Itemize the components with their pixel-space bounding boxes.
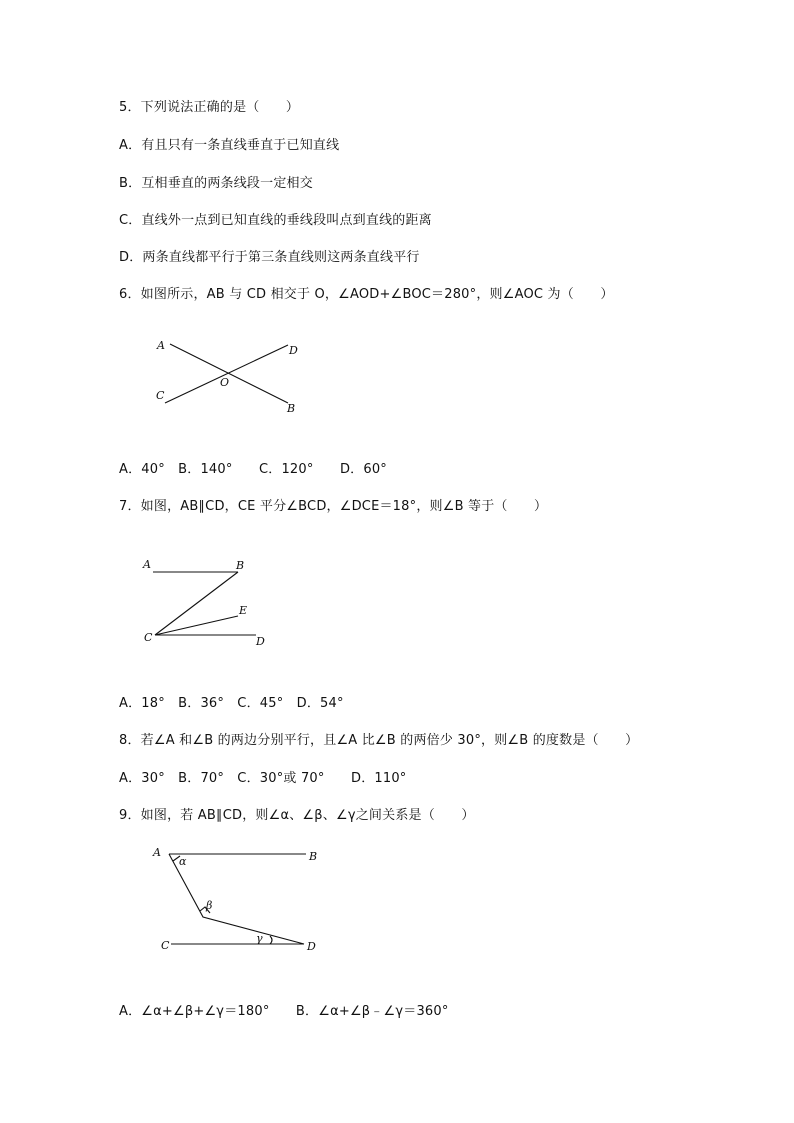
q7-label-c: C (144, 631, 153, 644)
q9-label-a: A (153, 846, 161, 859)
q6-options: A．40° B．140° C．120° D．60° (119, 462, 388, 477)
q9-label-b: B (309, 850, 318, 863)
q9-label-gamma: γ (256, 932, 263, 945)
q6-label-o: O (220, 376, 230, 389)
q9-label-alpha: α (179, 855, 187, 868)
q9-options: A．∠α+∠β+∠γ＝180° B．∠α+∠β﹣∠γ＝360° (119, 1004, 449, 1019)
q5-option-c: C．直线外一点到已知直线的垂线段叫点到直线的距离 (119, 213, 432, 228)
q7-figure (135, 555, 285, 655)
q7-label-d: D (256, 635, 265, 648)
q7-stem: 7．如图，AB∥CD，CE 平分∠BCD，∠DCE＝18°，则∠B 等于（ ） (119, 499, 548, 514)
q7-label-a: A (143, 558, 151, 571)
q9-label-beta: β (206, 899, 213, 912)
q5-option-b: B．互相垂直的两条线段一定相交 (119, 176, 313, 191)
q6-label-c: C (156, 389, 165, 402)
q7-label-e: E (239, 604, 248, 617)
q6-label-d: D (289, 344, 298, 357)
q7-options: A．18° B．36° C．45° D．54° (119, 696, 344, 711)
q9-broken-line (169, 854, 304, 944)
q9-label-c: C (161, 939, 170, 952)
q6-label-a: A (157, 339, 165, 352)
q6-label-b: B (287, 402, 296, 415)
q9-gamma-arc (270, 936, 272, 944)
q6-stem: 6．如图所示，AB 与 CD 相交于 O，∠AOD+∠BOC＝280°，则∠AOC 为（ ） (119, 287, 614, 302)
q9-stem: 9．如图，若 AB∥CD，则∠α、∠β、∠γ之间关系是（ ） (119, 808, 475, 823)
q5-stem: 5．下列说法正确的是（ ） (119, 100, 300, 115)
q5-option-d: D．两条直线都平行于第三条直线则这两条直线平行 (119, 250, 420, 265)
q5-option-a: A．有且只有一条直线垂直于已知直线 (119, 138, 340, 153)
q9-label-d: D (307, 940, 316, 953)
q8-stem: 8．若∠A 和∠B 的两边分别平行，且∠A 比∠B 的两倍少 30°，则∠B 的度数是（ ） (119, 733, 639, 748)
q9-figure (150, 840, 335, 960)
q8-options: A．30° B．70° C．30°或 70° D．110° (119, 771, 407, 786)
q7-label-b: B (236, 559, 245, 572)
q6-figure (150, 335, 320, 420)
